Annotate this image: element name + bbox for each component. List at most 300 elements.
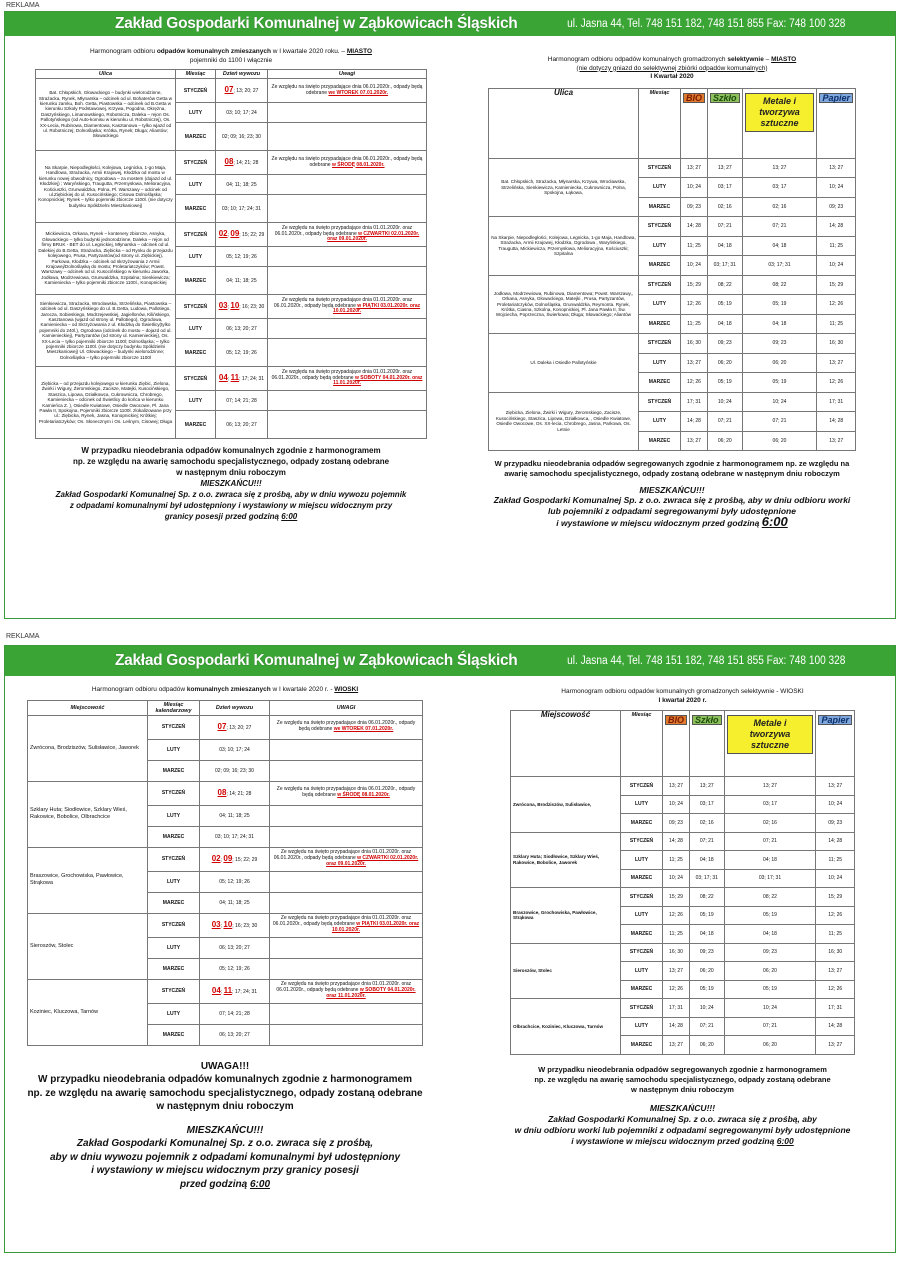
village-mixed-footer: UWAGA!!! W przypadku nieodebrania odpadów komunalnych zgodnie z harmonogramem np. ze względu na awarię samochodu specjalistycznego, odpady zostaną odebrane w następnym dniu roboczym MIESZKAŃCU!!! Zakład Gospodarki Komunalnej Sp. z o.o. zwraca się z prośbą, aby w dniu wywozu pojemnik z odpadami komunalnymi był udostępniony i wystawiony w miejscu widocznym przy granicy posesji przed godziną 6:00 bbox=[27, 1060, 423, 1190]
table-row bbox=[28, 847, 423, 871]
shifted-day: 09 bbox=[230, 229, 240, 238]
schedule-cell: 10; 24 bbox=[663, 795, 690, 814]
column-header: Miejscowość bbox=[511, 711, 621, 777]
street-list: Sieroszów, Stolec bbox=[511, 943, 621, 999]
schedule-cell: 13; 27 bbox=[681, 431, 708, 451]
regular-days: ; 13; 20; 27 bbox=[226, 724, 252, 731]
shifted-day: 11 bbox=[223, 985, 233, 995]
note-highlight: we WTOREK 07.01.2020r. bbox=[328, 89, 389, 96]
day-cell: 05; 12; 19; 26 bbox=[200, 958, 270, 979]
month-cell: STYCZEŃ bbox=[148, 979, 200, 1003]
regular-days: ; 15; 22; 29 bbox=[232, 856, 258, 863]
regular-days: ; 16; 23; 30 bbox=[239, 304, 265, 310]
street-list: Bat. Chłopskich, Strażacka, Młynarska, Krzywa, Wrocławska, Strzelińska, Sienkiewicza, Kamieniecka, Cukrownicza, Polna, Spokojna, Łąkowa, bbox=[489, 158, 639, 217]
schedule-cell: 14; 28 bbox=[681, 412, 708, 432]
separator: ; bbox=[220, 922, 224, 929]
schedule-cell: 16; 30 bbox=[681, 334, 708, 354]
schedule-cell: 02; 16 bbox=[708, 197, 743, 217]
city-mixed-section bbox=[35, 48, 427, 522]
note-text: Ze względu na święto przypadające dnia 01.01.2020r. oraz 06.01.2020r., odpady będą odebrane bbox=[271, 368, 413, 381]
month-cell: MARZEC bbox=[621, 925, 663, 944]
note-cell bbox=[268, 103, 427, 123]
table-row bbox=[28, 715, 423, 739]
schedule-cell: 03; 17 bbox=[690, 795, 725, 814]
schedule-cell: 14; 28 bbox=[663, 832, 690, 851]
schedule-cell: 08; 22 bbox=[690, 888, 725, 907]
schedule-cell: 17; 31 bbox=[681, 392, 708, 412]
schedule-cell: 13; 27 bbox=[817, 431, 856, 451]
month-cell: STYCZEŃ bbox=[621, 777, 663, 796]
day-cell bbox=[216, 295, 268, 319]
schedule-cell: 09; 23 bbox=[681, 197, 708, 217]
ad-label-2: REKLAMA bbox=[6, 633, 40, 640]
table-row bbox=[511, 888, 855, 907]
schedule-cell: 02; 16 bbox=[724, 814, 816, 833]
shifted-day: 08 bbox=[224, 157, 234, 166]
month-cell: LUTY bbox=[621, 906, 663, 925]
schedule-cell: 03; 17; 31 bbox=[708, 256, 743, 276]
street-list: Na Skarpie, Niepodległości, Kolejowa, Legnicka, 1-go Maja, Handlowa, Strażacka, Armii Krajowej, Kłodzka, Ogrodowa , Waryńskiego, Traugutta, Mickiewicza, Przemysłowa, Melioracyjna, Kościuszki; Szpitalna bbox=[489, 217, 639, 276]
month-cell: MARZEC bbox=[148, 826, 200, 847]
month-cell: LUTY bbox=[621, 851, 663, 870]
month-cell: LUTY bbox=[148, 739, 200, 760]
month-cell: LUTY bbox=[639, 178, 681, 198]
note-text: Ze względu na święto przypadające dnia 06.01.2020r., odpady będą odebrane bbox=[276, 786, 416, 798]
schedule-cell: 14; 28 bbox=[681, 217, 708, 237]
street-list: Szklary Huta; Siodłowice, Szklary Wieś, Rakowice, Bobolice, Jaworek bbox=[511, 832, 621, 888]
day-cell bbox=[216, 79, 268, 103]
regular-days: ; 15; 22; 29 bbox=[239, 232, 265, 238]
table-row bbox=[489, 392, 856, 412]
schedule-cell: 09; 23 bbox=[663, 814, 690, 833]
note-highlight: w ŚRODĘ 08.01.2020r. bbox=[337, 792, 390, 798]
schedule-cell: 10; 24 bbox=[817, 256, 856, 276]
note-cell bbox=[270, 847, 423, 871]
day-cell: 04; 11; 18; 25 bbox=[216, 267, 268, 295]
separator: ; bbox=[220, 988, 224, 995]
schedule-cell: 06; 20 bbox=[708, 431, 743, 451]
schedule-cell: 13; 27 bbox=[742, 158, 817, 178]
month-cell: STYCZEŃ bbox=[621, 943, 663, 962]
note-cell bbox=[268, 123, 427, 151]
day-cell: 05; 12; 19; 26 bbox=[216, 339, 268, 367]
day-cell: 07; 14; 21; 28 bbox=[200, 1003, 270, 1024]
note-cell bbox=[268, 319, 427, 339]
table-row bbox=[36, 367, 427, 391]
day-cell: 05; 12; 19; 26 bbox=[200, 871, 270, 892]
city-advert bbox=[4, 11, 896, 619]
column-header bbox=[690, 711, 725, 777]
schedule-cell: 15; 29 bbox=[663, 888, 690, 907]
schedule-cell: 06; 20 bbox=[724, 1036, 816, 1055]
month-cell: MARZEC bbox=[148, 760, 200, 781]
day-cell bbox=[216, 151, 268, 175]
month-cell: LUTY bbox=[148, 805, 200, 826]
schedule-cell: 14; 28 bbox=[817, 217, 856, 237]
schedule-cell: 13; 27 bbox=[663, 777, 690, 796]
column-header: Miesiąc bbox=[639, 88, 681, 158]
schedule-cell: 07; 21 bbox=[742, 412, 817, 432]
column-header: Miesiąc bbox=[176, 70, 216, 79]
schedule-cell: 16; 30 bbox=[663, 943, 690, 962]
schedule-cell: 06; 20 bbox=[724, 962, 816, 981]
month-cell: LUTY bbox=[621, 962, 663, 981]
day-cell: 06; 13; 20; 27 bbox=[200, 937, 270, 958]
schedule-cell: 02; 16 bbox=[690, 814, 725, 833]
street-list: Braszowice, Grochowiska, Pawłowice, Strąkowa bbox=[511, 888, 621, 944]
schedule-cell: 07; 21 bbox=[690, 832, 725, 851]
shifted-day: 10 bbox=[230, 301, 240, 310]
street-list: Sienkiewicza, Strażacka, Wrocławska, Strzelińska, Piastowska – odcinek od ul. Daszyńskiego do ul. B.Getta, Ludowa, Pallotiego, Jarocza, Sobieskiego, Modrzejewskiej, Jagiellonów, Kilińskiego, Kasztanowa (wjazd od strony ul. Pallotiego), Ogrodowa, Kamieniecka – od Skrzyżowania z ul. Kłodzką do Świetlicy(tylko pojemniki do 240l.), Ogrodowa (odcinek do mostu – dojazd od ul. Kamienieckiej), Partyzantów (od strony ul. Kamienieckiej), Os. XX-Lecia – tylko pojemniki zbiorcze 1100l; Dolnośląska; – tylko pojemniki zbiorcze 1100l. (nie dotyczy budynku Spółdzielni Mieszkaniowej) Ul. Głowackiego – budynki wielorodzinne; Dolnośląska – tylko pojemniki zbiorcze 1100l bbox=[36, 295, 176, 367]
shifted-day: 02 bbox=[211, 853, 221, 863]
note-text: Ze względu na święto przypadające dnia 06.01.2020r., odpady będą odebrane bbox=[271, 155, 423, 168]
schedule-cell: 13; 27 bbox=[817, 353, 856, 373]
schedule-cell: 06; 20 bbox=[690, 1036, 725, 1055]
village-mixed-table bbox=[27, 700, 423, 1046]
month-cell: LUTY bbox=[176, 175, 216, 195]
schedule-cell: 10; 24 bbox=[724, 999, 816, 1018]
column-header bbox=[816, 711, 855, 777]
schedule-cell: 13; 27 bbox=[690, 777, 725, 796]
month-cell: MARZEC bbox=[148, 1024, 200, 1045]
month-cell: MARZEC bbox=[639, 314, 681, 334]
schedule-cell: 04; 18 bbox=[690, 851, 725, 870]
schedule-cell: 07; 21 bbox=[742, 217, 817, 237]
table-row bbox=[489, 217, 856, 237]
month-cell: MARZEC bbox=[176, 195, 216, 223]
schedule-cell: 06; 20 bbox=[742, 431, 817, 451]
schedule-cell: 10; 24 bbox=[742, 392, 817, 412]
metal-label: Metale i tworzywa sztuczne bbox=[727, 715, 814, 754]
note-cell bbox=[270, 913, 423, 937]
schedule-cell: 05; 19 bbox=[690, 906, 725, 925]
day-cell: 04; 11; 18; 25 bbox=[216, 175, 268, 195]
schedule-cell: 14; 28 bbox=[663, 1017, 690, 1036]
schedule-cell: 06; 20 bbox=[690, 962, 725, 981]
separator: ; bbox=[220, 856, 224, 863]
month-cell: LUTY bbox=[621, 1017, 663, 1036]
schedule-cell: 03; 17 bbox=[708, 178, 743, 198]
day-cell bbox=[216, 367, 268, 391]
village-mixed-section bbox=[27, 686, 423, 1191]
month-cell: STYCZEŃ bbox=[176, 295, 216, 319]
schedule-cell: 13; 27 bbox=[663, 1036, 690, 1055]
month-cell: LUTY bbox=[639, 412, 681, 432]
month-cell: MARZEC bbox=[176, 411, 216, 439]
month-cell: STYCZEŃ bbox=[176, 79, 216, 103]
note-highlight: w PIĄTKI 03.01.2020r. oraz 10.01.2020r. bbox=[331, 921, 420, 933]
banner-2 bbox=[5, 646, 895, 676]
month-cell: LUTY bbox=[148, 871, 200, 892]
month-cell: LUTY bbox=[621, 795, 663, 814]
street-list: Ziębicka – od przejazdu kolejowego w kierunku Ziębic, Zielona, Żwirki i Wigury, Żeromskiego, Zacisze, Matejki, Kusocińskiego, Staszica, Lipowa, Działkowca, Cukrownicza, Chrobrego, Kamieniecka – odcinek od Świetlicy do końca w kierunku Kamieńca Z. ), Osiedle Kwiatowe, Osiedle Owocowe, Pl. Jana Pawła II, Spokojna, Pojemniki zbiorcze 1100l. zlokalizowane przy ul.: Ziębicka, Rynek, Jasna, Konopnickiej; Krótkiej; Proletariatczyków; Os. Słonecznym i Os. Leśnym, Cisowej; Długa bbox=[36, 367, 176, 439]
banner-contact: ul. Jasna 44, Tel. 748 151 182, 748 151 855 Fax: 748 100 328 bbox=[567, 18, 846, 30]
schedule-cell: 11; 25 bbox=[817, 314, 856, 334]
city-mixed-table bbox=[35, 69, 427, 439]
schedule-cell: 05; 19 bbox=[724, 906, 816, 925]
street-list: Bat. Chłopskich, Głowackiego – budynki wielorodzinne, Strażacka, Rynek, Młynarska – odcinek od ul. Bohaterów Getta w kierunku zamku, Boh. Getta, Piastowska – odcinek od B.Getta w kierunku Szkoły Podstawowej, Krzywa, Pogodna, Okrężna, Daszyńskiego, Limanowskiego, Robotnicza, Daleka – rejon Os. Pallotyńskiego (od Auto-komisu w kierunku ul. Robotniczej), Os. XX-Lecia, Rubinowa, Diamentowa, Kasztanowa – tylko wjazd od ul. Robotniczej; Dolnośląska; Krótka, Rynek; Długa; Aliantów; Słowackiego bbox=[36, 79, 176, 151]
month-cell: MARZEC bbox=[176, 339, 216, 367]
regular-days: ; 17; 24; 31 bbox=[239, 376, 265, 382]
schedule-cell: 17; 31 bbox=[663, 999, 690, 1018]
month-cell: MARZEC bbox=[621, 869, 663, 888]
month-cell: LUTY bbox=[639, 236, 681, 256]
table-row bbox=[36, 151, 427, 175]
column-header: Ulica bbox=[489, 88, 639, 158]
schedule-cell: 12; 26 bbox=[817, 295, 856, 315]
month-cell: MARZEC bbox=[621, 1036, 663, 1055]
month-cell: STYCZEŃ bbox=[148, 913, 200, 937]
street-list: Mickiewicza, Orkana, Rynek – kontenery zbiorcze, Asnyka, Głowackiego – tylko budynki jednorodzinne, Daleka – rejon od firmy BRUK - BET do ul. Legnickiej, Młynarska – odcinek od ul. Dalekiej do B.Getta, Strażacka, Ziębicka – od Rynku do przejazdu kolejowego, Prusa, Partyzantów(od strony ul. Ziębickiej), Parkowa, Kłodzka – odcinek od skrzyżowania z Armii Krajowej/Dolnośląską do mostu; Proletariatczyków; Powst. Warszawy – odcinek od ul. Kusocińskiego w kierunku Jaworka, Jodłowa, Modrzewiowa, Grunwaldzka, Szpitalna; Sienkiewicza; Kamieniecka – tylko pojemniki zbiorcze 1100l., Konopnickiej bbox=[36, 223, 176, 295]
schedule-cell: 12; 26 bbox=[681, 373, 708, 393]
shifted-day: 04 bbox=[218, 373, 228, 382]
day-cell: 02; 09; 16; 23; 30 bbox=[216, 123, 268, 151]
month-cell: MARZEC bbox=[639, 197, 681, 217]
shifted-day: 07 bbox=[217, 721, 227, 731]
table-row bbox=[36, 79, 427, 103]
place-list: Szklary Huta; Siodłowice, Szklary Wieś, Rakowice, Bobolice, Olbrachcice bbox=[28, 781, 148, 847]
note-text: Ze względu na święto przypadające dnia 01.01.2020r. oraz 06.01.2020r., odpady będą odebrane bbox=[274, 224, 413, 237]
column-header bbox=[681, 88, 708, 158]
schedule-cell: 04; 18 bbox=[690, 925, 725, 944]
schedule-cell: 05; 19 bbox=[708, 295, 743, 315]
column-header: Miesiąc kalendarzowy bbox=[148, 700, 200, 715]
schedule-cell: 03; 17 bbox=[742, 178, 817, 198]
schedule-cell: 12; 26 bbox=[817, 373, 856, 393]
papier-label: Papier bbox=[818, 715, 852, 725]
month-cell: STYCZEŃ bbox=[176, 367, 216, 391]
schedule-cell: 03; 17; 31 bbox=[742, 256, 817, 276]
column-header bbox=[724, 711, 816, 777]
month-cell: LUTY bbox=[148, 1003, 200, 1024]
schedule-cell: 10; 24 bbox=[708, 392, 743, 412]
note-text: Ze względu na święto przypadające dnia 06.01.2020r., odpady będą odebrane bbox=[271, 83, 423, 96]
month-cell: MARZEC bbox=[148, 958, 200, 979]
day-cell bbox=[200, 781, 270, 805]
schedule-cell: 07; 21 bbox=[690, 1017, 725, 1036]
village-selective-section bbox=[510, 688, 855, 1147]
schedule-cell: 15; 29 bbox=[816, 888, 855, 907]
note-cell bbox=[270, 739, 423, 760]
column-header: Dzień wywozu bbox=[200, 700, 270, 715]
schedule-cell: 10; 24 bbox=[816, 869, 855, 888]
regular-days: ; 14; 21; 28 bbox=[233, 160, 259, 166]
note-cell bbox=[270, 826, 423, 847]
table-row bbox=[28, 913, 423, 937]
street-list: Ziębicka, Zielona, Żwirki i Wigury, Żeromskiego, Zacisze, Kusocińskiego, Staszica, Lipowa, Działkowca, , Osiedle Kwiatowe, Osiedle Owocowe, Os. XX-lecia, Chrobrego, Jasna, Parkowa, Os. Letnie bbox=[489, 392, 639, 451]
day-cell: 06; 13; 20; 27 bbox=[200, 1024, 270, 1045]
schedule-cell: 14; 28 bbox=[816, 832, 855, 851]
table-row bbox=[489, 275, 856, 295]
note-cell bbox=[268, 411, 427, 439]
month-cell: LUTY bbox=[176, 247, 216, 267]
table-row bbox=[28, 979, 423, 1003]
schedule-cell: 11; 25 bbox=[681, 236, 708, 256]
note-highlight: w CZWARTKI 02.01.2020r. oraz 09.01.2020r. bbox=[327, 230, 420, 243]
month-cell: STYCZEŃ bbox=[621, 888, 663, 907]
month-cell: LUTY bbox=[176, 103, 216, 123]
column-header: Uwagi bbox=[268, 70, 427, 79]
month-cell: MARZEC bbox=[639, 431, 681, 451]
column-header: UWAGI bbox=[270, 700, 423, 715]
day-cell: 05; 12; 19; 26 bbox=[216, 247, 268, 267]
month-cell: MARZEC bbox=[639, 256, 681, 276]
schedule-cell: 10; 24 bbox=[663, 869, 690, 888]
village-advert bbox=[4, 645, 896, 1253]
month-cell: MARZEC bbox=[176, 267, 216, 295]
note-cell bbox=[268, 195, 427, 223]
note-cell bbox=[270, 979, 423, 1003]
note-highlight: w PIĄTKI 03.01.2020r. oraz 10.01.2020r. bbox=[332, 302, 421, 315]
month-cell: STYCZEŃ bbox=[639, 334, 681, 354]
bio-label: BIO bbox=[665, 715, 687, 725]
shifted-day: 09 bbox=[223, 853, 233, 863]
schedule-cell: 12; 26 bbox=[663, 906, 690, 925]
day-cell: 02; 09; 16; 23; 30 bbox=[200, 760, 270, 781]
month-cell: STYCZEŃ bbox=[621, 999, 663, 1018]
place-list: Sieroszów, Stolec bbox=[28, 913, 148, 979]
table-row bbox=[489, 158, 856, 178]
schedule-cell: 07; 21 bbox=[708, 217, 743, 237]
schedule-cell: 05; 19 bbox=[742, 295, 817, 315]
shifted-day: 02 bbox=[218, 229, 228, 238]
ad-label: REKLAMA bbox=[6, 2, 40, 9]
note-cell bbox=[268, 223, 427, 247]
note-cell bbox=[268, 79, 427, 103]
banner-title: Zakład Gospodarki Komunalnej w Ząbkowicach Śląskich bbox=[115, 15, 518, 32]
regular-days: ; 17; 24; 31 bbox=[232, 988, 258, 995]
schedule-cell: 13; 27 bbox=[708, 158, 743, 178]
month-cell: MARZEC bbox=[639, 373, 681, 393]
schedule-cell: 13; 27 bbox=[663, 962, 690, 981]
schedule-cell: 02; 16 bbox=[742, 197, 817, 217]
schedule-cell: 03; 17; 31 bbox=[690, 869, 725, 888]
street-list: Olbrachcice, Koziniec, Kluczowa, Tarnów bbox=[511, 999, 621, 1055]
month-cell: STYCZEŃ bbox=[639, 158, 681, 178]
note-cell bbox=[268, 295, 427, 319]
separator: ; bbox=[227, 376, 231, 382]
schedule-cell: 09; 23 bbox=[690, 943, 725, 962]
schedule-cell: 05; 19 bbox=[724, 980, 816, 999]
village-selective-table bbox=[510, 710, 855, 1055]
month-cell: LUTY bbox=[176, 319, 216, 339]
table-row bbox=[28, 781, 423, 805]
note-text: Ze względu na święto przypadające dnia 01.01.2020r. oraz 06.01.2020r., odpady będą odebrane bbox=[272, 915, 412, 928]
table-row bbox=[511, 999, 855, 1018]
szklo-label: Szkło bbox=[692, 715, 722, 725]
regular-days: ; 16; 23; 30 bbox=[232, 922, 258, 929]
month-cell: STYCZEŃ bbox=[148, 715, 200, 739]
regular-days: ; 14; 21; 28 bbox=[226, 790, 252, 797]
schedule-cell: 13; 27 bbox=[816, 962, 855, 981]
shifted-day: 11 bbox=[230, 373, 240, 382]
shifted-day: 03 bbox=[211, 919, 221, 929]
day-cell: 04; 11; 18; 25 bbox=[200, 805, 270, 826]
schedule-cell: 13; 27 bbox=[681, 158, 708, 178]
schedule-cell: 05; 19 bbox=[690, 980, 725, 999]
schedule-cell: 11; 25 bbox=[663, 925, 690, 944]
column-header bbox=[817, 88, 856, 158]
village-mixed-caption: Harmonogram odbioru odpadów komunalnych zmieszanych w I kwartale 2020 r. - WIOSKI bbox=[91, 686, 359, 693]
city-selective-table bbox=[488, 88, 856, 452]
banner-2-title: Zakład Gospodarki Komunalnej w Ząbkowicach Śląskich bbox=[115, 652, 518, 669]
day-cell bbox=[200, 715, 270, 739]
month-cell: MARZEC bbox=[621, 980, 663, 999]
column-header: Dzień wywozu bbox=[216, 70, 268, 79]
schedule-cell: 14; 28 bbox=[817, 412, 856, 432]
month-cell: MARZEC bbox=[621, 814, 663, 833]
note-text: Ze względu na święto przypadające dnia 01.01.2020r. oraz 06.01.2020r., odpady będą odebrane bbox=[276, 981, 412, 994]
city-mixed-footer: W przypadku nieodebrania odpadów komunalnych zgodnie z harmonogramem np. ze względu na awarię samochodu specjalistycznego, odpady zostaną odebrane w następnym dniu roboczym MIESZKAŃCU!!! Zakład Gospodarki Komunalnej Sp. z o.o. zwraca się z prośbą, aby w dniu wywozu pojemnik z odpadami komunalnymi był udostępniony i wystawiony w miejscu widocznym przy granicy posesji przed godziną 6:00 bbox=[55, 446, 407, 521]
schedule-cell: 11; 25 bbox=[816, 925, 855, 944]
note-cell bbox=[270, 805, 423, 826]
schedule-cell: 10; 24 bbox=[816, 795, 855, 814]
street-list: Zwrócona, Brodziszów, Sulisławice, bbox=[511, 777, 621, 833]
city-mixed-caption: Harmonogram odbioru odpadów komunalnych zmieszanych w I kwartale 2020 roku. – MIASTO pojemniki do 1100 l włącznie bbox=[89, 48, 373, 64]
note-cell bbox=[270, 937, 423, 958]
column-header bbox=[708, 88, 743, 158]
schedule-cell: 04; 18 bbox=[708, 314, 743, 334]
schedule-cell: 09; 23 bbox=[742, 334, 817, 354]
schedule-cell: 11; 25 bbox=[663, 851, 690, 870]
schedule-cell: 13; 27 bbox=[724, 777, 816, 796]
note-cell bbox=[270, 781, 423, 805]
schedule-cell: 16; 30 bbox=[817, 334, 856, 354]
schedule-cell: 09; 23 bbox=[708, 334, 743, 354]
schedule-cell: 05; 19 bbox=[742, 373, 817, 393]
schedule-cell: 10; 24 bbox=[690, 999, 725, 1018]
month-cell: LUTY bbox=[639, 295, 681, 315]
month-cell: LUTY bbox=[639, 353, 681, 373]
month-cell: STYCZEŃ bbox=[176, 151, 216, 175]
month-cell: LUTY bbox=[148, 937, 200, 958]
schedule-cell: 16; 30 bbox=[816, 943, 855, 962]
day-cell: 07; 14; 21; 28 bbox=[216, 391, 268, 411]
month-cell: STYCZEŃ bbox=[639, 217, 681, 237]
month-cell: STYCZEŃ bbox=[639, 392, 681, 412]
note-cell bbox=[268, 367, 427, 391]
schedule-cell: 04; 18 bbox=[724, 851, 816, 870]
schedule-cell: 14; 28 bbox=[816, 1017, 855, 1036]
day-cell: 03; 10; 17; 24 bbox=[200, 739, 270, 760]
schedule-cell: 11; 25 bbox=[817, 236, 856, 256]
place-list: Braszowice, Grochowiska, Pawłowice, Strąkowa bbox=[28, 847, 148, 913]
schedule-cell: 17; 31 bbox=[817, 392, 856, 412]
shifted-day: 04 bbox=[211, 985, 221, 995]
month-cell: STYCZEŃ bbox=[148, 781, 200, 805]
metal-label: Metale i tworzywa sztuczne bbox=[745, 93, 815, 132]
schedule-cell: 10; 24 bbox=[681, 178, 708, 198]
schedule-cell: 04; 18 bbox=[742, 236, 817, 256]
separator: ; bbox=[227, 304, 231, 310]
note-cell bbox=[268, 175, 427, 195]
note-cell bbox=[270, 715, 423, 739]
note-highlight: we WTOREK 07.01.2020r. bbox=[333, 726, 394, 732]
street-list: Ul. Daleka i Osiedle Pallotyńskie bbox=[489, 334, 639, 393]
schedule-cell: 06; 20 bbox=[708, 353, 743, 373]
table-row bbox=[511, 943, 855, 962]
schedule-cell: 12; 26 bbox=[663, 980, 690, 999]
table-row bbox=[511, 777, 855, 796]
schedule-cell: 03; 17; 31 bbox=[724, 869, 816, 888]
schedule-cell: 09; 23 bbox=[724, 943, 816, 962]
schedule-cell: 13; 27 bbox=[817, 158, 856, 178]
note-cell bbox=[268, 391, 427, 411]
schedule-cell: 04; 18 bbox=[742, 314, 817, 334]
schedule-cell: 07; 21 bbox=[724, 832, 816, 851]
column-header: Ulica bbox=[36, 70, 176, 79]
table-row bbox=[36, 295, 427, 319]
